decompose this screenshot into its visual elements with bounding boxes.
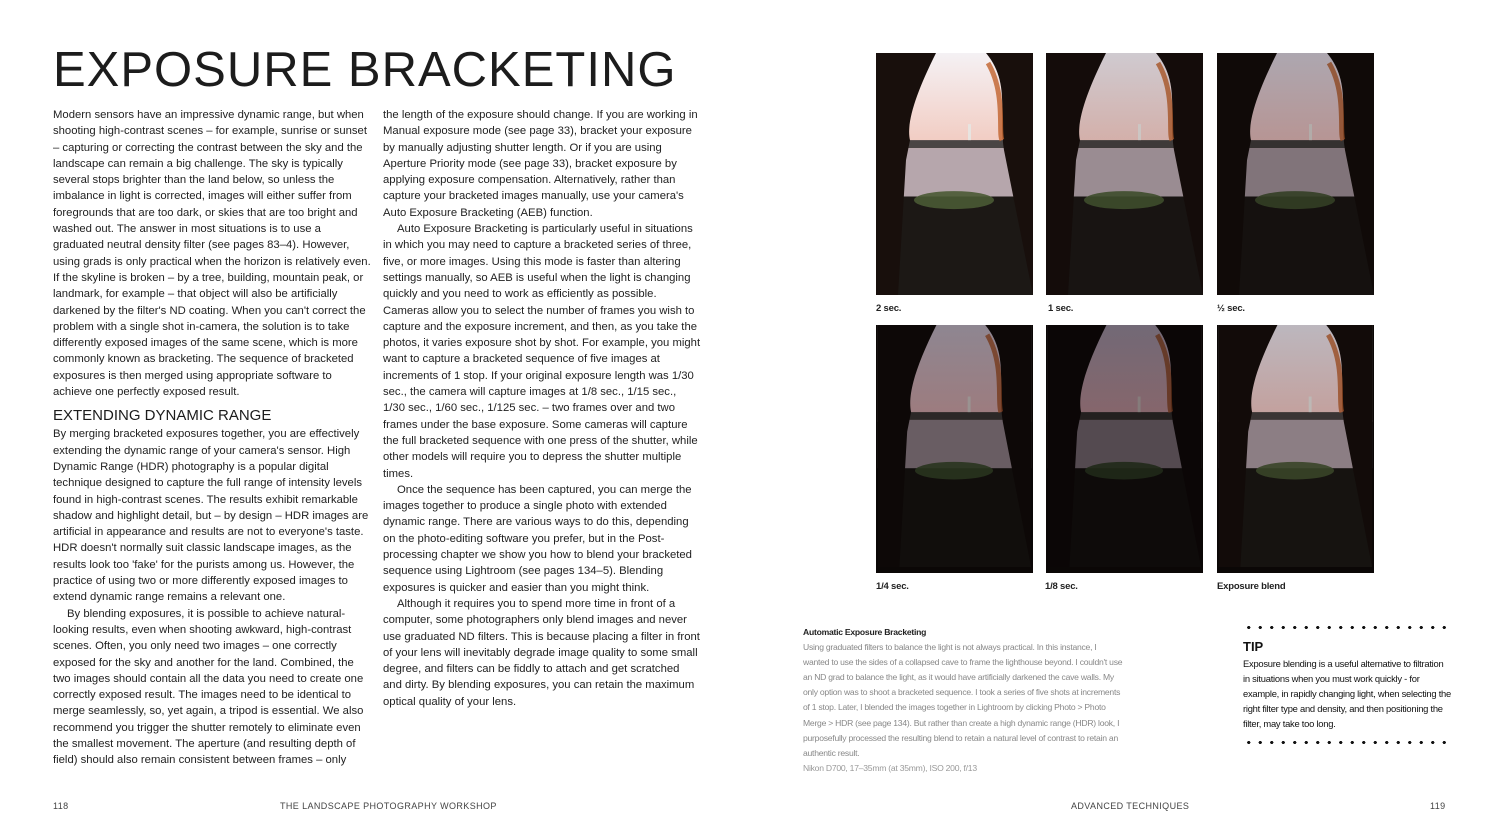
paragraph: By merging bracketed exposures together, you are effectively extending the dynamic range of your camera's sensor. High Dynamic Range (HDR) photography is a popular digital technique designed to capture the full range of intensity levels found in high-contrast scenes. The results exhibit remarkable shadow and highlight detail, but – by design – HDR images are artificial in appearance and results are not to everyone's taste. HDR doesn't normally suit classic landscape images, as the results look too 'fake' for the purists among us. However, the practice of using two or more differently exposed images to extend dynamic range remains a relevant one. (53, 428, 369, 604)
photo-caption: 1/8 sec. (1045, 581, 1078, 592)
mossy-rocks (1255, 191, 1335, 209)
tip-body: Exposure blending is a useful alternative to filtration in situations when you must work quickly - for example, in rapidly changing light, when selecting the right filter type and density, and then positioning the filter, may take too long. (1243, 658, 1451, 730)
mossy-rocks (914, 191, 994, 209)
paragraph: Once the sequence has been captured, you can merge the images together to produce a single photo with extended dynamic range. There are various ways to do this, depending on the photo-editing software you prefer, but in the Post-processing chapter we show you how to blend your bracketed sequence using Lightroom (see pages 134–5). Blending exposures is quicker and easier than you might think. (383, 483, 692, 594)
bracket-photo-eighth-sec (1046, 325, 1203, 573)
running-footer-right: ADVANCED TECHNIQUES (1071, 801, 1190, 811)
photo-caption: ½ sec. (1217, 303, 1245, 314)
paragraph: the length of the exposure should change. If you are working in Manual exposure mode (see page 33), bracket your exposure by manually adjusting shutter length. Or if you are using Aperture Priority mode (see page 33), bracket exposure by applying exposure compensation. Alternatively, rather than capture your bracketed images manually, use your camera's Auto Exposure Bracketing (AEB) function. (383, 109, 698, 219)
bracket-photo-quarter-sec (876, 325, 1033, 573)
tip-box (1243, 626, 1451, 744)
tip-heading: TIP (1243, 639, 1264, 654)
mossy-rocks (915, 462, 993, 480)
lighthouse (968, 397, 971, 413)
bracket-photo-1sec (1046, 53, 1203, 295)
bracket-photo-half-sec (1217, 53, 1374, 295)
section-subhead: EXTENDING DYNAMIC RANGE (53, 407, 272, 425)
lighthouse (1309, 124, 1312, 140)
mossy-rocks (1084, 191, 1164, 209)
body-column-1 (53, 107, 371, 769)
photo-illustration (876, 53, 1033, 295)
photo-illustration (1217, 325, 1374, 567)
figure-caption-credit: Nikon D700, 17–35mm (at 35mm), ISO 200, f/13 (803, 762, 977, 773)
lighthouse (1309, 397, 1312, 413)
figure-caption (803, 625, 1123, 776)
dotted-rule-icon (1243, 741, 1451, 744)
lighthouse (1138, 124, 1141, 140)
photo-caption: Exposure blend (1217, 581, 1286, 592)
paragraph: By blending exposures, it is possible to achieve natural-looking results, even when shooting awkward, high-contrast scenes. Often, you only need two images – one correctly exposed for the sky and another for the land. Combined, the two images should contain all the data you need to create one correctly exposed result. The images need to be identical to merge seamlessly, so, yet again, a tripod is essential. We also recommend you trigger the shutter remotely to eliminate even the smallest movement. The aperture (and resulting depth of field) should also remain consistent between frames – only (53, 607, 364, 767)
figure-caption-title: Automatic Exposure Bracketing (803, 627, 927, 637)
figure-caption-body: Using graduated filters to balance the light is not always practical. In this instance, I wanted to use the sides of a collapsed cave to frame the lighthouse beyond. I couldn't use an ND grad to balance the light, as it would have artificially darkened the cave walls. My only option was to shoot a bracketed sequence. I took a series of five shots at increments of 1 stop. Later, I blended the images together in Lightroom by clicking Photo > Photo Merge > HDR (see page 134). But rather than create a high dynamic range (HDR) look, I purposefully processed the resulting blend to retain a natural level of contrast to retain an authentic result. (803, 642, 1123, 758)
photo-illustration (1046, 325, 1203, 567)
bracket-photo-2sec (876, 53, 1033, 295)
paragraph: Although it requires you to spend more time in front of a computer, some photographers only blend images and never use graduated ND filters. This is because placing a filter in front of your lens will inevitably degrade image quality to some small degree, and filters can be fiddly to attach and get scratched and dirty. By blending exposures, you can retain the maximum optical quality of your lens. (383, 597, 700, 708)
dotted-rule-icon (1243, 626, 1451, 629)
page-number-left: 118 (53, 801, 69, 811)
exposure-blend-photo (1217, 325, 1374, 573)
photo-caption: 2 sec. (876, 303, 902, 314)
photo-illustration (876, 325, 1033, 567)
body-column-2 (383, 107, 701, 710)
photo-illustration (1046, 53, 1203, 295)
running-footer-left: THE LANDSCAPE PHOTOGRAPHY WORKSHOP (280, 801, 497, 811)
page-title: EXPOSURE BRACKETING (53, 43, 677, 97)
mossy-rocks (1085, 462, 1163, 480)
paragraph: Modern sensors have an impressive dynamic range, but when shooting high-contrast scenes – for example, sunrise or sunset – capturing or correcting the contrast between the sky and the landscape can remain a big challenge. The sky is typically several stops brighter than the land below, so unless the imbalance in light is corrected, images will either suffer from foregrounds that are too dark, or skies that are too bright and washed out. The answer in most situations is to use a graduated neutral density filter (see pages 83–4). However, using grads is only practical when the horizon is relatively even. If the skyline is broken – by a tree, building, mountain peak, or landmark, for example – that object will also be artificially darkened by the filter's ND coating. When you can't correct the problem with a single shot in-camera, the solution is to take differently exposed images of the same scene, which is more commonly known as bracketing. The sequence of bracketed exposures is then merged using appropriate software to achieve one perfectly exposed result. (53, 109, 371, 399)
paragraph: Auto Exposure Bracketing is particularly useful in situations in which you may need to capture a bracketed series of three, five, or more images. Using this mode is faster than altering settings manually, so AEB is useful when the light is changing quickly and you need to work as efficiently as possible. Cameras allow you to select the number of frames you wish to capture and the exposure increment, and then, as you take the photos, it varies exposure shot by shot. For example, you might want to capture a bracketed sequence of five images at increments of 1 stop. If your original exposure length was 1/30 sec., the camera will capture images at 1/8 sec., 1/15 sec., 1/30 sec., 1/60 sec., 1/125 sec. – two frames over and two frames under the base exposure. Some cameras will capture the full bracketed sequence with one press of the shutter, while other models will require you to depress the shutter multiple times. (383, 223, 701, 480)
photo-caption: 1/4 sec. (876, 581, 909, 592)
lighthouse (1138, 397, 1141, 413)
page-number-right: 119 (1430, 801, 1446, 811)
mossy-rocks (1256, 462, 1334, 480)
photo-caption: 1 sec. (1048, 303, 1074, 314)
photo-illustration (1217, 53, 1374, 295)
lighthouse (968, 124, 971, 140)
